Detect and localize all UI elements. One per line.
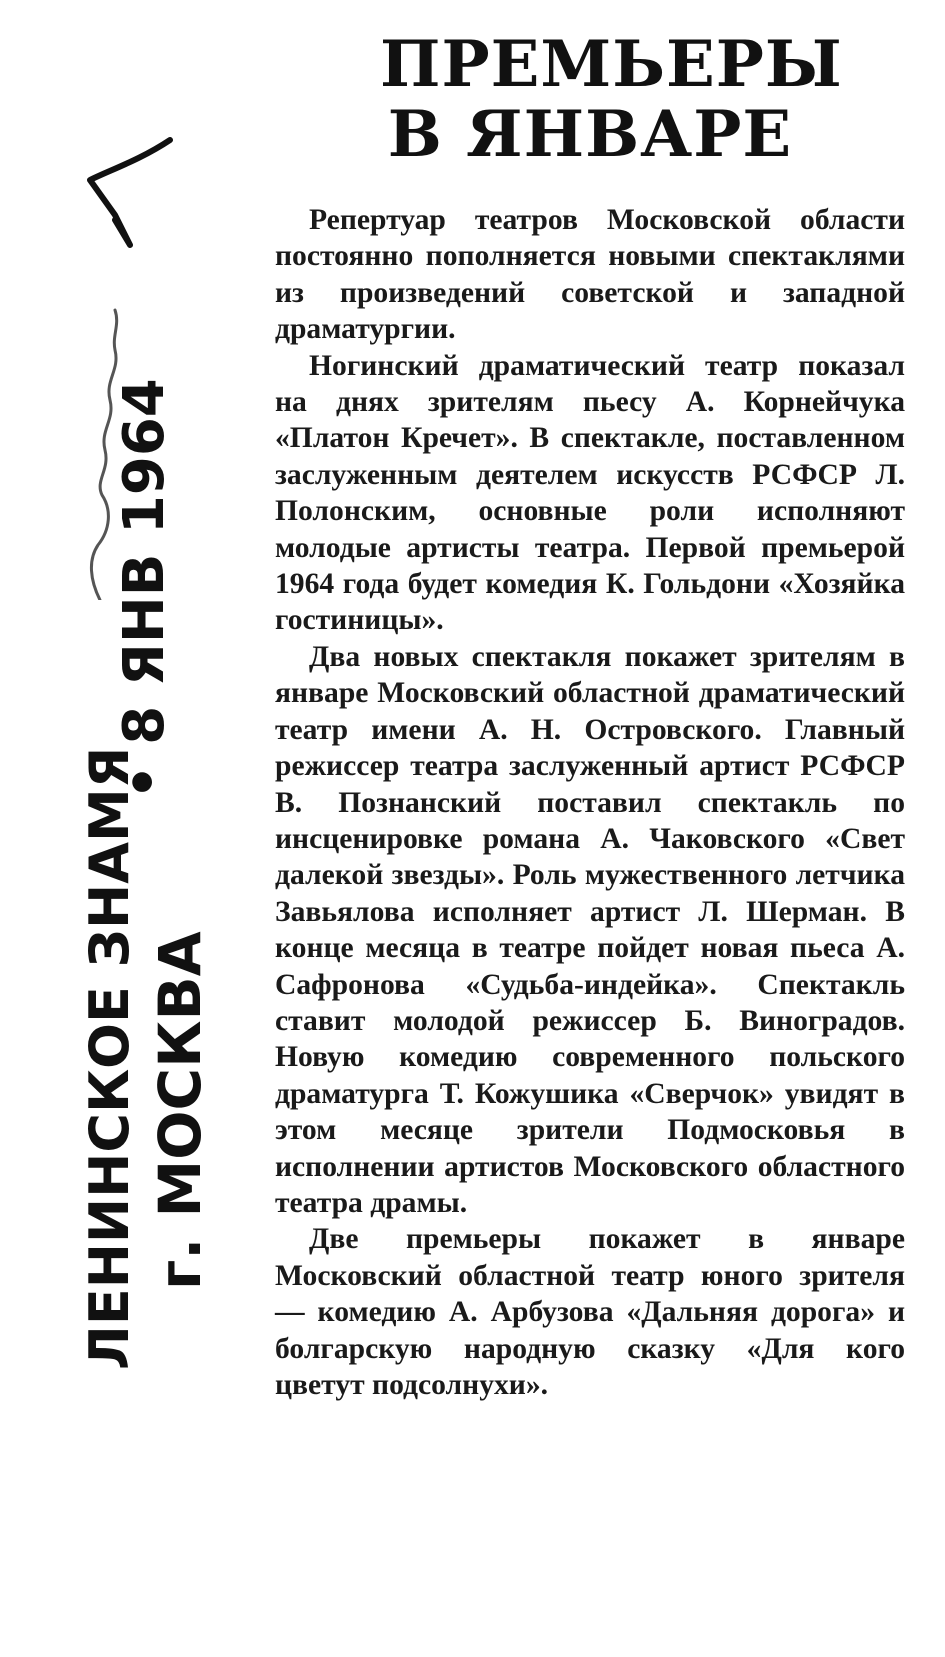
- article-paragraph: Два новых спектакля покажет зрителям в январе Московский областной драматический театр имени А. Н. Островского. Главный режиссер театра заслуженный артист РСФСР В. Познанский поставил спектакль по инсценировке романа А. Чаковского «Свет далекой звезды». Роль мужественного летчика Завьялова исполняет артист Л. Шерман. В конце месяца в театре пойдет новая пьеса А. Сафронова «Судьба-индейка». Спектакль ставит молодой режиссер Б. Виноградов. Новую комедию современного польского драматурга Т. Кожушика «Сверчок» увидят в этом месяце зрители Подмосковья в исполнении артистов Московского областного театра драмы.: [275, 640, 905, 1219]
- date-stamp: • 8 ЯНВ 1964: [112, 378, 177, 800]
- article-paragraph: Ногинский драматический театр показал на днях зрителям пьесу А. Корнейчука «Платон Кречет». В спектакле, поставленном заслуженным деятелем искусств РСФСР Л. Полонским, основные роли исполняют молодые артисты театра. Первой премьерой 1964 года будет комедия К. Гольдони «Хозяйка гостиницы».: [275, 349, 905, 637]
- headline-line-1: ПРЕМЬЕРЫ: [380, 27, 843, 102]
- article-paragraph: Две премьеры покажет в январе Московский областной театр юного зрителя — комедию А. Арбузова «Дальняя дорога» и болгарскую народную сказку «Для кого цветут подсолнухи».: [275, 1223, 905, 1401]
- handwritten-note-text: Рос-Тр. ас: [20, 40, 31, 41]
- newspaper-name-stamp: ЛЕНИНСКОЕ ЗНАМЯ: [78, 746, 141, 1370]
- handwritten-checkmark: [90, 140, 170, 245]
- article-paragraph: Репертуар театров Московской области постоянно пополняется новыми спектаклями из произведений советской и западной драматургии.: [275, 204, 905, 346]
- headline: [380, 27, 843, 172]
- article-body: [275, 202, 905, 1403]
- headline-line-2: В ЯНВАРЕ: [387, 97, 793, 172]
- city-stamp: г. МОСКВА: [146, 931, 214, 1290]
